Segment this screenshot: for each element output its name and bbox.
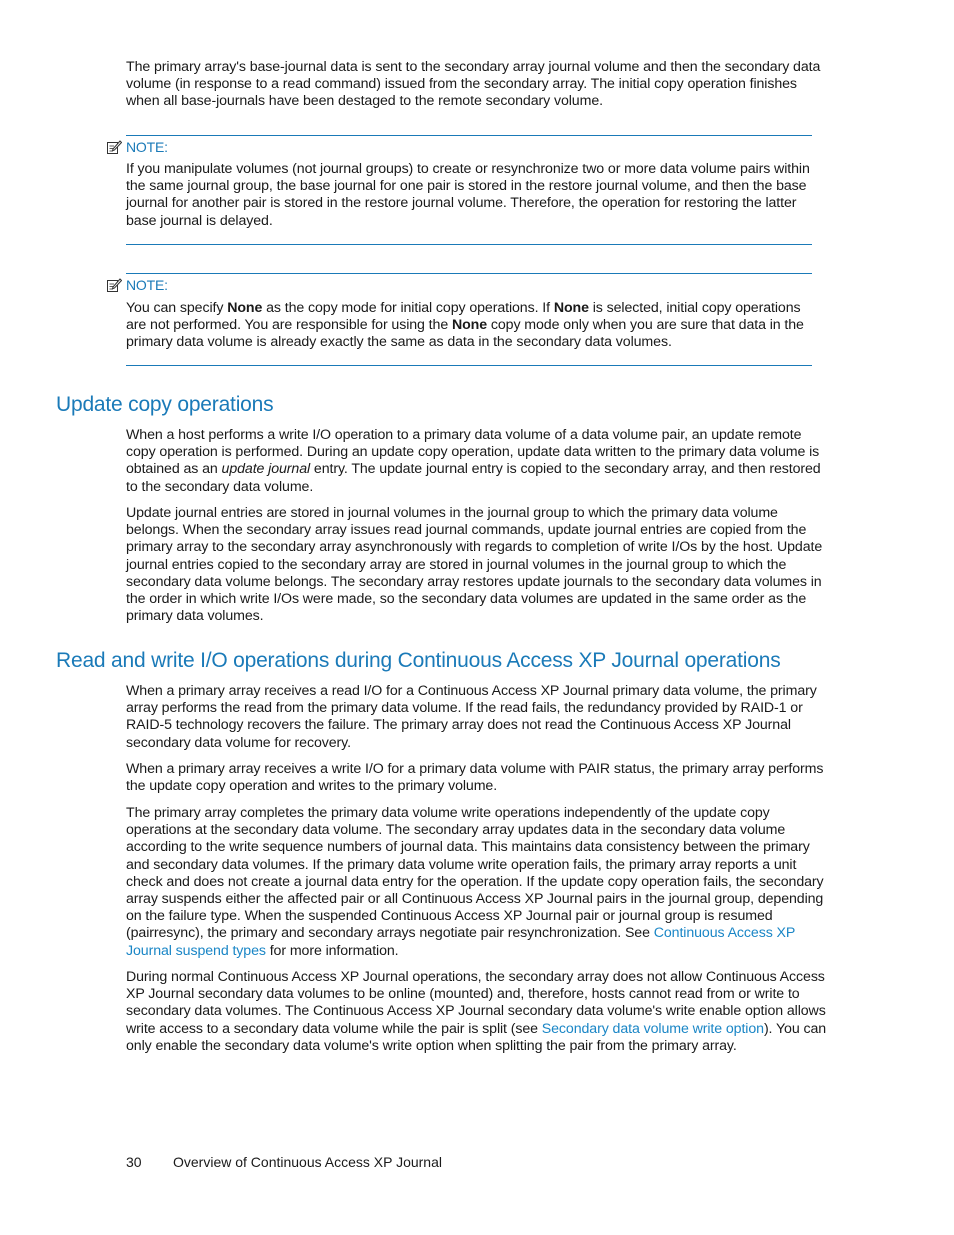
section-heading: Read and write I/O operations during Continuous Access XP Journal operations — [56, 649, 781, 672]
paragraph: Update journal entries are stored in journal volumes in the journal group to which the primary data volume belongs. When the secondary array issues read journal commands, update journal entries are copied from the primary array to the secondary array asynchronously with regards to completion of write I/Os by the host. Update journal entries copied to the secondary array are stored in journal volumes in the journal group to which the secondary data volume belongs. The secondary array restores update journals to the secondary data volumes in the order in which write I/Os were made, so the secondary data volumes are updated in the same order as the primary data volumes. — [126, 505, 823, 625]
section-heading: Update copy operations — [56, 393, 274, 416]
note-bottom-rule — [126, 244, 812, 245]
paragraph: When a host performs a write I/O operation to a primary data volume of a data volume pair, an update remote copy operation is performed. During an update copy operation, update data written to the primary data volume is obtained as an update journal entry. The update journal entry is copied to the secondary array, and then restored to the secondary data volume. — [126, 427, 821, 495]
page-footer — [126, 1154, 442, 1171]
intro-paragraph: The primary array's base-journal data is sent to the secondary array journal volume and then the secondary data volume (in response to a read command) issued from the secondary array. The initial copy operation finishes when all base-journals have been destaged to the remote secondary volume. — [126, 59, 821, 110]
note-pencil-icon — [106, 277, 122, 293]
note-header — [106, 138, 168, 156]
paragraph: During normal Continuous Access XP Journal operations, the secondary array does not allow Continuous Access XP Journal secondary data volumes to be online (mounted) and, therefore, hosts cannot read from or write to secondary data volumes. The Continuous Access XP Journal secondary data volume's write enable option allows write access to a secondary data volume while the pair is split (see Secondary data volume write option). You can only enable the secondary data volume's write option when splitting the pair from the primary array. — [126, 969, 827, 1054]
note-label: NOTE: — [126, 139, 168, 155]
note-header — [106, 276, 168, 294]
note-top-rule — [126, 273, 812, 274]
note-bottom-rule — [126, 365, 812, 366]
suspend-types-link[interactable]: Continuous Access XP Journal suspend types — [126, 925, 796, 959]
paragraph: When a primary array receives a write I/O for a primary data volume with PAIR status, the primary array performs the update copy operation and writes to the primary volume. — [126, 761, 824, 795]
note-text: You can specify None as the copy mode for initial copy operations. If None is selected, initial copy operations are not performed. You are responsible for using the None copy mode only when you are sure that data in the primary data volume is already exactly the same as data in the secondary data volumes. — [126, 300, 804, 351]
paragraph: When a primary array receives a read I/O for a Continuous Access XP Journal primary data volume, the primary array performs the read from the primary data volume. If the read fails, the redundancy provided by RAID-1 or RAID-5 technology recovers the failure. The primary array does not read the Continuous Access XP Journal secondary data volume for recovery. — [126, 683, 817, 751]
write-option-link[interactable]: Secondary data volume write option — [541, 1020, 764, 1037]
note-label: NOTE: — [126, 277, 168, 293]
note-pencil-icon — [106, 139, 122, 155]
paragraph: The primary array completes the primary data volume write operations independently of the update copy operations at the secondary data volume. The secondary array updates data in the secondary data volume according to the write sequence numbers of journal data. This maintains data consistency between the primary and secondary data volumes. If the primary data volume write operation fails, the primary array reports a unit check and does not create a journal data entry for the operation. If the update copy operation fails, the secondary array suspends either the affected pair or all Continuous Access XP Journal pairs in the journal group, depending on the failure type. When the suspended Continuous Access XP Journal pair or journal group is resumed (pairresync), the primary and secondary arrays negotiate pair resynchronization. See Continuous Access XP Journal suspend types for more information. — [126, 805, 824, 959]
note-top-rule — [126, 135, 812, 136]
page-number: 30 — [126, 1154, 142, 1170]
chapter-title: Overview of Continuous Access XP Journal — [173, 1154, 442, 1170]
note-text: If you manipulate volumes (not journal groups) to create or resynchronize two or more data volume pairs within the same journal group, the base journal for one pair is stored in the restore journal volume, and then the base journal for another pair is stored in the restore journal volume. Therefore, the operation for restoring the latter base journal is delayed. — [126, 161, 810, 229]
